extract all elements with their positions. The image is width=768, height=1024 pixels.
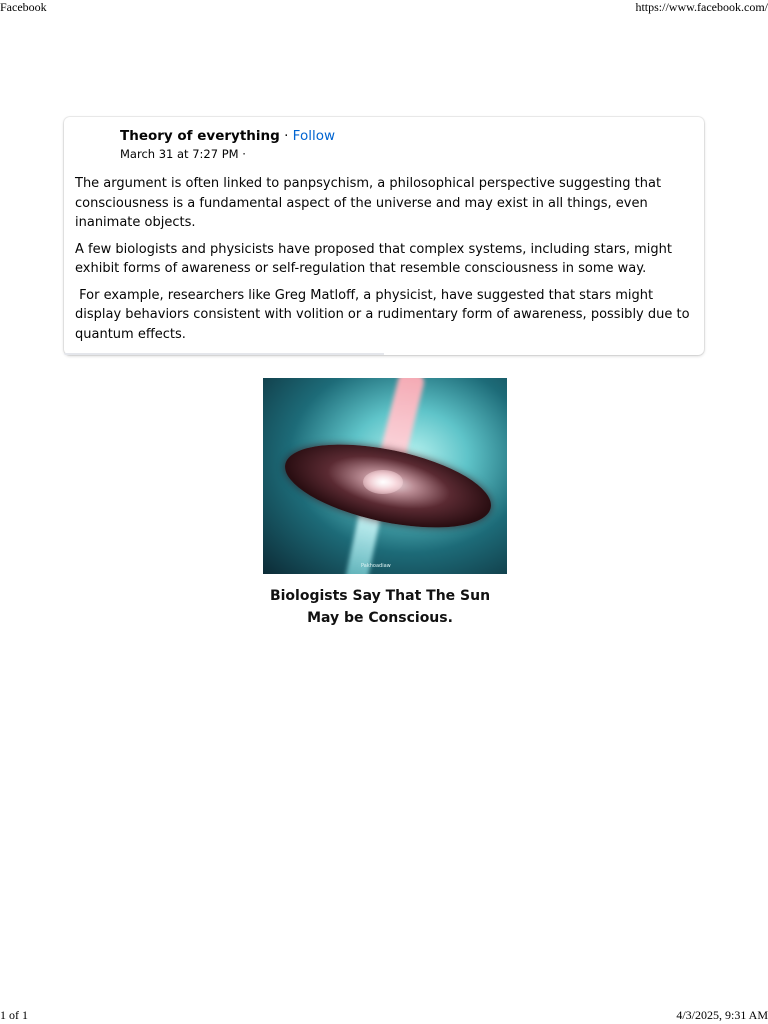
caption-line-1: Biologists Say That The Sun <box>269 588 491 604</box>
print-header-url: https://www.facebook.com/ <box>635 0 768 14</box>
print-footer-date: 4/3/2025, 9:31 AM <box>676 1008 768 1022</box>
post-paragraph-2: A few biologists and physicists have proposed that complex systems, including stars, might exhibit forms of awareness or self-regulation that resemble consciousness in some way. <box>75 241 672 276</box>
image-watermark: Pakhoadiaw <box>361 563 391 569</box>
separator-dot: · <box>279 128 293 144</box>
post-card <box>64 117 704 355</box>
post-header <box>120 127 335 162</box>
post-body <box>75 174 695 351</box>
card-divider <box>64 353 384 355</box>
post-meta <box>120 146 335 162</box>
post-paragraph-3: For example, researchers like Greg Matloff, a physicist, have suggested that stars might display behaviors consistent with volition or a rudimentary form of awareness, possibly due to quantum effects. <box>75 287 694 342</box>
post-image-accretion-disk[interactable] <box>263 378 507 574</box>
author-line <box>120 127 335 146</box>
post-paragraph-1: The argument is often linked to panpsychism, a philosophical perspective suggesting that consciousness is a fundamental aspect of the universe and may exist in all things, even inanimate objects. <box>75 176 662 230</box>
image-core <box>363 470 403 494</box>
image-caption <box>228 585 532 629</box>
caption-line-2: May be Conscious. <box>307 610 453 626</box>
follow-button[interactable]: Follow <box>292 128 336 144</box>
meta-separator: · <box>238 147 246 161</box>
author-name[interactable]: Theory of everything <box>120 128 280 144</box>
print-header-site: Facebook <box>0 0 47 14</box>
print-footer-page: 1 of 1 <box>0 1008 28 1022</box>
post-timestamp[interactable]: March 31 at 7:27 PM <box>120 147 239 161</box>
